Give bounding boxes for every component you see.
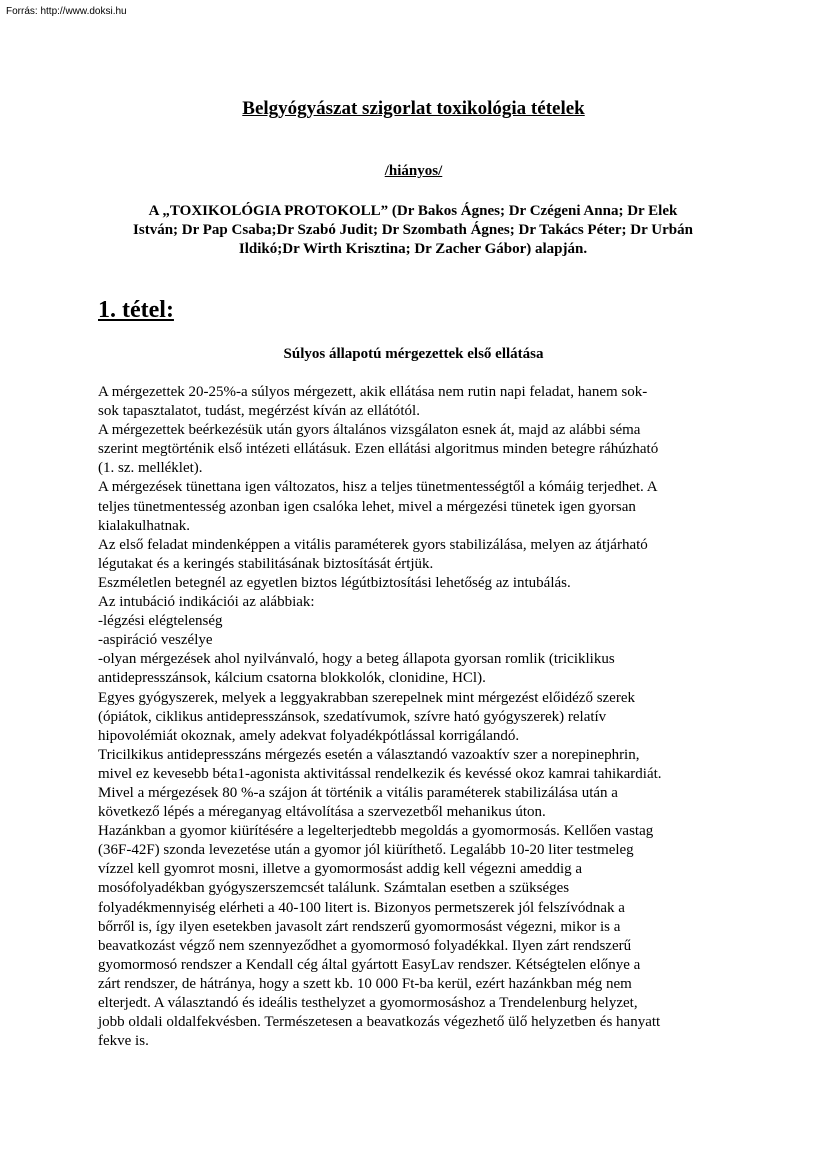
section-heading: 1. tétel: <box>98 297 174 323</box>
body-line: vízzel kell gyomrot mosni, illetve a gyomormosást addig kell végezni ameddig a <box>98 861 583 878</box>
body-line: Az első feladat mindenképpen a vitális paraméterek gyors stabilizálása, melyen az átjárható <box>98 536 648 553</box>
body-line: -olyan mérgezések ahol nyilvánvaló, hogy a beteg állapota gyorsan romlik (triciklikus <box>98 651 615 668</box>
body-line: fekve is. <box>98 1033 149 1050</box>
body-line: A mérgezettek beérkezésük után gyors általános vizsgálaton esnek át, majd az alábbi séma <box>98 422 641 439</box>
body-line: zárt rendszer, de hátránya, hogy a szett kb. 10 000 Ft-ba kerül, ezért hazánkban még nem <box>98 975 632 992</box>
authors-block <box>98 202 728 259</box>
body-line: Mivel a mérgezések 80 %-a szájon át történik a vitális paraméterek stabilizálása után a <box>98 784 618 801</box>
body-line: folyadékmennyiség elérheti a 40-100 litert is. Bizonyos permetszerek jól felszívódnak a <box>98 899 625 916</box>
body-line: hipovolémiát okoznak, amely adekvat folyadékpótlással korrigálandó. <box>98 727 520 744</box>
body-line: (36F-42F) szonda levezetése után a gyomor jól kiüríthető. Legalább 10-20 liter testmeleg <box>98 842 634 859</box>
body-line: -aspiráció veszélye <box>98 632 213 649</box>
body-line: Hazánkban a gyomor kiürítésére a legelterjedtebb megoldás a gyomormosás. Kellően vastag <box>98 823 654 840</box>
body-line: elterjedt. A választandó és ideális testhelyzet a gyomormosáshoz a Trendelenburg helyzet, <box>98 995 638 1011</box>
authors-line: Ildikó;Dr Wirth Krisztina; Dr Zacher Gábor) alapján. <box>238 241 588 257</box>
body-line: sok tapasztalatot, tudást, megérzést kíván az ellátótól. <box>98 403 420 420</box>
body-line: Egyes gyógyszerek, melyek a leggyakrabban szerepelnek mint mérgezést előidéző szerek <box>98 689 635 706</box>
body-line: bőrről is, így ilyen esetekben javasolt zárt rendszerű gyomormosást végezni, mikor is a <box>98 918 621 935</box>
section-body <box>98 383 738 1051</box>
body-line: teljes tünetmentesség azonban igen csalóka lehet, mivel a mérgezési tünetek igen gyorsan <box>98 498 636 515</box>
body-line: jobb oldali oldalfekvésben. Természetesen a beavatkozás végezhető ülő helyzetben és hanyatt <box>98 1014 661 1031</box>
body-line: Az intubáció indikációi az alábbiak: <box>98 594 315 611</box>
body-line: Tricilkikus antidepresszáns mérgezés esetén a választandó vazoaktív szer a norepinephrin, <box>98 746 640 763</box>
body-line: A mérgezések tünettana igen változatos, hisz a teljes tünetmentességtől a kómáig terjedhet. A <box>98 479 658 496</box>
body-line: gyomormosó rendszer a Kendall cég által gyártott EasyLav rendszer. Kétségtelen előnye a <box>98 956 641 973</box>
body-line: szerint megtörténik első intézeti ellátásuk. Ezen ellátási algoritmus minden betegre ráhúzható <box>98 441 659 458</box>
section-subheading: Súlyos állapotú mérgezettek első ellátása <box>283 346 544 362</box>
body-line: antidepresszánsok, kálcium csatorna blokkolók, clonidine, HCl). <box>98 670 486 687</box>
body-line: légutakat és a keringés stabilitásának biztosítását értjük. <box>98 555 434 572</box>
authors-line: A „TOXIKOLÓGIA PROTOKOLL” (Dr Bakos Ágnes; Dr Czégeni Anna; Dr Elek <box>148 203 678 219</box>
source-label: Forrás: http://www.doksi.hu <box>6 6 127 17</box>
body-line: mivel ez kevesebb béta1-agonista aktivitással rendelkezik és kevéssé okoz kamrai tahikardiát. <box>98 765 662 782</box>
body-line: (1. sz. melléklet). <box>98 460 203 477</box>
document-title: Belgyógyászat szigorlat toxikológia tételek <box>242 98 585 119</box>
body-line: beavatkozást végző nem szennyeződhet a gyomormosó folyadékkal. Ilyen zárt rendszerű <box>98 937 632 954</box>
body-line: A mérgezettek 20-25%-a súlyos mérgezett, akik ellátása nem rutin napi feladat, hanem sok- <box>98 384 648 400</box>
authors-line: István; Dr Pap Csaba;Dr Szabó Judit; Dr Szombath Ágnes; Dr Takács Péter; Dr Urbán <box>133 222 693 238</box>
body-line: Eszméletlen betegnél az egyetlen biztos légútbiztosítási lehetőség az intubálás. <box>98 574 571 591</box>
body-line: mosófolyadékban gyógyszerszemcsét találunk. Számtalan esetben a szükséges <box>98 880 570 897</box>
body-line: kialakulhatnak. <box>98 517 191 534</box>
body-line: következő lépés a méreganyag eltávolítása a szervezetből mehanikus úton. <box>98 804 546 821</box>
body-line: (ópiátok, ciklikus antidepresszánsok, szedatívumok, szívre ható gyógyszerek) relatív <box>98 708 607 725</box>
document-subtitle: /hiányos/ <box>384 163 443 179</box>
body-line: -légzési elégtelenség <box>98 613 223 630</box>
